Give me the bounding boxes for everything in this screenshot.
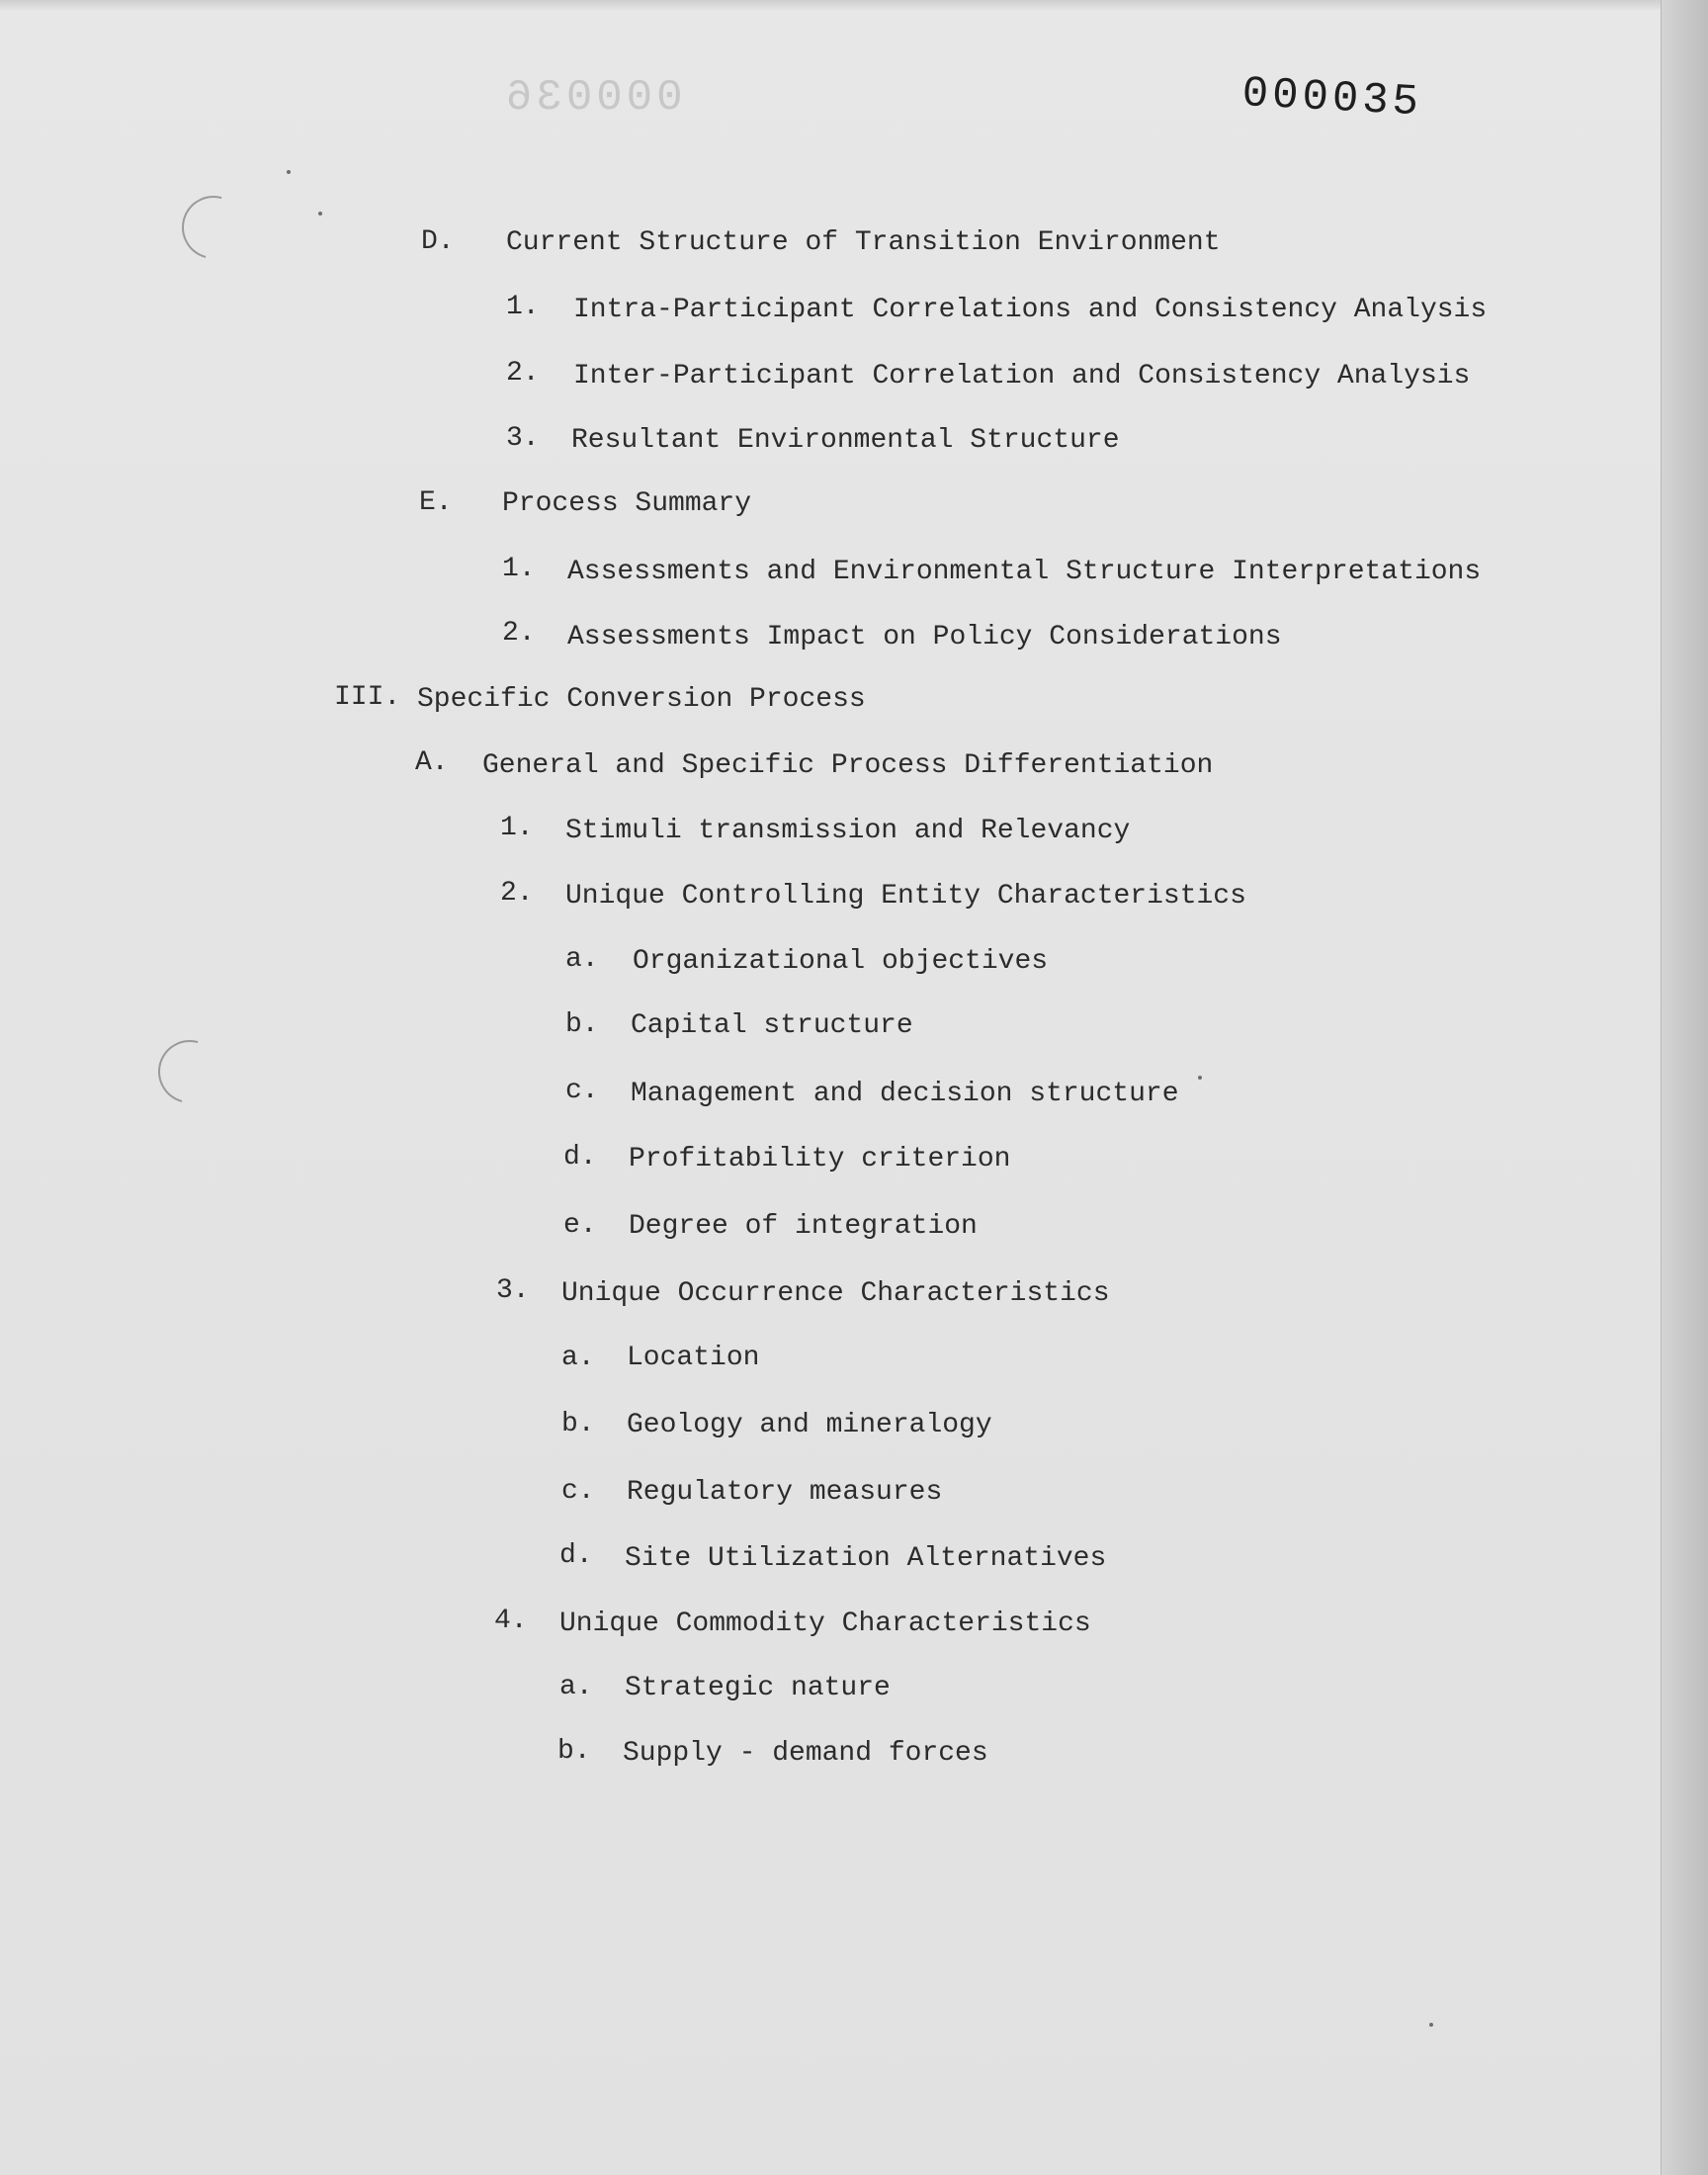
outline-marker: b. bbox=[557, 1736, 591, 1767]
outline-marker: c. bbox=[565, 1076, 599, 1106]
outline-text: General and Specific Process Differentiation bbox=[482, 750, 1214, 781]
outline-text: Inter-Participant Correlation and Consistency Analysis bbox=[573, 361, 1471, 392]
outline-marker: 2. bbox=[502, 618, 536, 649]
outline-marker: a. bbox=[559, 1672, 593, 1702]
outline-text: Current Structure of Transition Environment bbox=[506, 227, 1221, 258]
outline-marker: 2. bbox=[506, 358, 540, 389]
outline-marker: e. bbox=[563, 1210, 597, 1241]
outline-text: Intra-Participant Correlations and Consistency Analysis bbox=[573, 295, 1488, 325]
outline-marker: 1. bbox=[506, 292, 540, 322]
outline-text: Regulatory measures bbox=[627, 1477, 943, 1508]
page-number: 000035 bbox=[1240, 69, 1424, 129]
outline-marker: a. bbox=[565, 944, 599, 975]
bleed-through-page-number: 000036 bbox=[502, 73, 683, 123]
outline-text: Site Utilization Alternatives bbox=[625, 1543, 1107, 1574]
outline-marker: 1. bbox=[502, 554, 536, 584]
page-right-edge bbox=[1661, 0, 1708, 2175]
outline-marker: 2. bbox=[500, 878, 534, 909]
speck bbox=[1198, 1076, 1202, 1080]
outline-marker: c. bbox=[561, 1476, 595, 1507]
outline-marker: A. bbox=[415, 747, 449, 778]
speck bbox=[287, 170, 291, 174]
outline-text: Resultant Environmental Structure bbox=[571, 425, 1120, 456]
outline-text: Assessments and Environmental Structure Interpretations bbox=[567, 557, 1482, 587]
outline-marker: 4. bbox=[494, 1606, 528, 1636]
outline-text: Degree of integration bbox=[629, 1211, 978, 1242]
outline-marker: b. bbox=[565, 1009, 599, 1040]
outline-text: Strategic nature bbox=[625, 1673, 891, 1703]
outline-marker: 3. bbox=[506, 423, 540, 454]
outline-text: Capital structure bbox=[631, 1010, 913, 1041]
outline-marker: a. bbox=[561, 1343, 595, 1373]
speck bbox=[1429, 2023, 1433, 2027]
outline-text: Stimuli transmission and Relevancy bbox=[565, 816, 1131, 846]
outline-marker: d. bbox=[559, 1540, 593, 1571]
outline-marker: d. bbox=[563, 1142, 597, 1173]
outline-text: Specific Conversion Process bbox=[417, 684, 866, 715]
outline-text: Location bbox=[627, 1343, 760, 1373]
outline-text: Management and decision structure bbox=[631, 1079, 1179, 1109]
punch-hole-mark bbox=[146, 1028, 232, 1114]
page-top-edge bbox=[0, 0, 1708, 10]
outline-text: Assessments Impact on Policy Considerations bbox=[567, 622, 1282, 652]
outline-marker: III. bbox=[334, 682, 401, 713]
outline-text: Organizational objectives bbox=[633, 946, 1049, 977]
outline-text: Supply - demand forces bbox=[623, 1738, 988, 1769]
punch-hole-mark bbox=[170, 184, 256, 270]
outline-text: Unique Controlling Entity Characteristics bbox=[565, 881, 1246, 912]
speck bbox=[318, 212, 322, 216]
outline-marker: D. bbox=[421, 226, 455, 257]
outline-text: Unique Commodity Characteristics bbox=[559, 1609, 1091, 1639]
outline-text: Unique Occurrence Characteristics bbox=[561, 1278, 1110, 1309]
outline-marker: 3. bbox=[496, 1275, 530, 1306]
outline-text: Process Summary bbox=[502, 488, 752, 519]
outline-marker: b. bbox=[561, 1409, 595, 1439]
outline-marker: E. bbox=[419, 487, 453, 518]
outline-text: Geology and mineralogy bbox=[627, 1410, 992, 1440]
outline-text: Profitability criterion bbox=[629, 1144, 1011, 1174]
outline-marker: 1. bbox=[500, 813, 534, 843]
